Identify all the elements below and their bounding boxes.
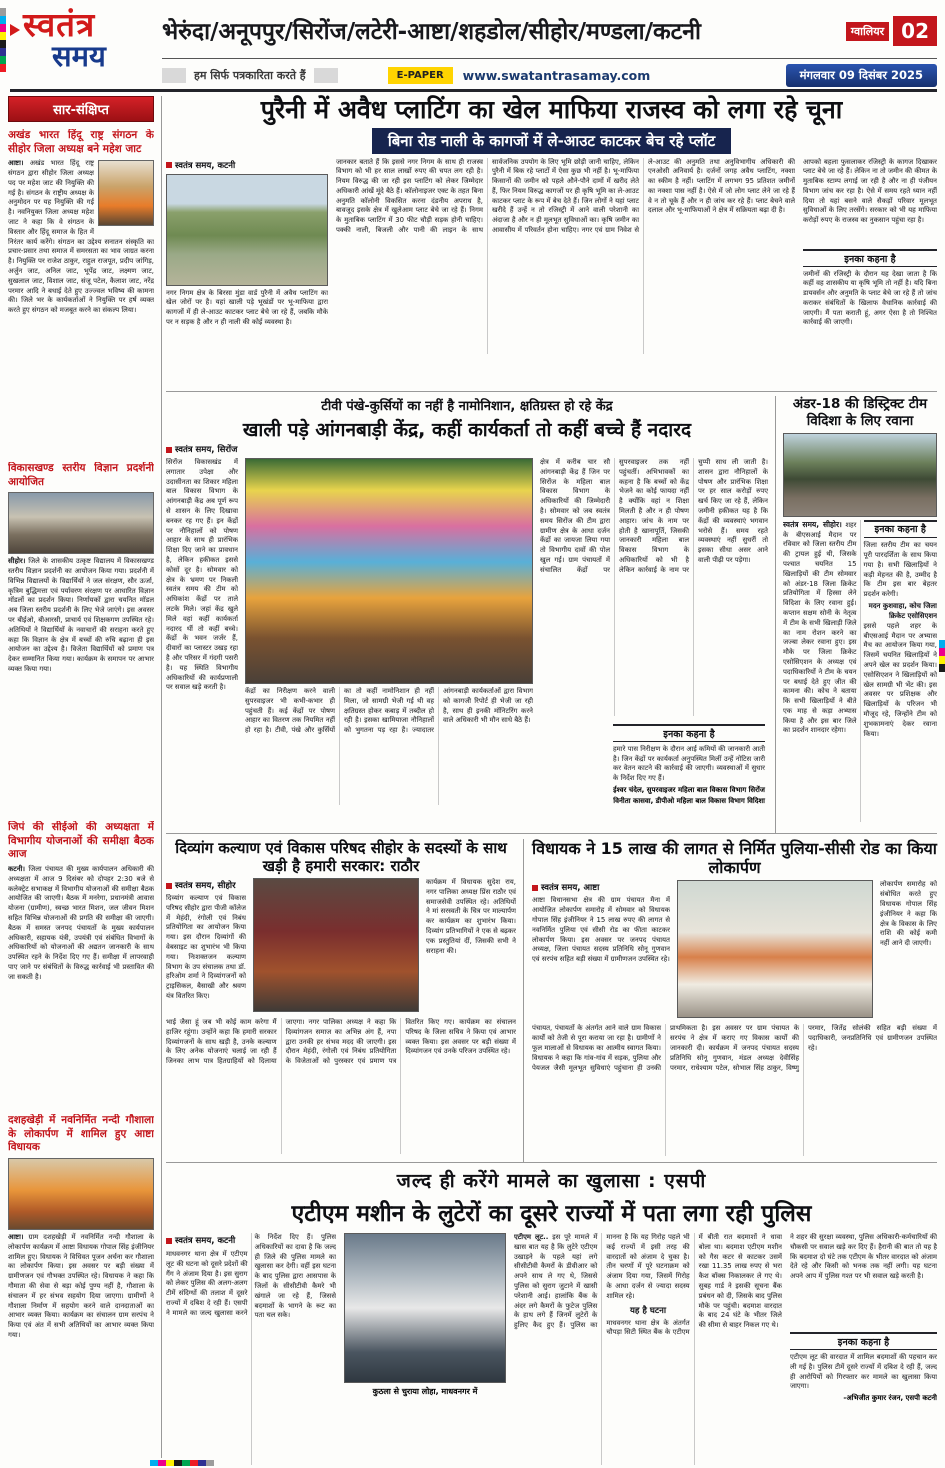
sidebar-story-science-expo	[8, 462, 154, 814]
story-text: शहर के बीएसआई मैदान पर रविवार को जिला स्तरीय टीम की ट्रायल हुई थी, जिसके पश्चात चयनित 15 खिलाड़ियों की टीम सोमवार को अंडर-18 जिला क्रिकेट प्रतियोगिता में हिस्सा लेने विदिशा के लिए रवाना हुई। कप्तान सक्षम सोनी के नेतृत्व में टीम के सभी खिलाड़ी जिले का नाम रोशन करने का जज्बा लेकर रवाना हुए। इस मौके पर जिला क्रिकेट एसोसिएशन के अध्यक्ष एवं पदाधिकारियों ने टीम के चयन पर बधाई देते हुए जीत की कामना की। कोच ने बताया कि सभी खिलाड़ियों ने बीते एक माह से कड़ा अभ्यास किया है और इस बार जिले का प्रदर्शन शानदार रहेगा।	[783, 520, 857, 735]
byline-text: स्वतंत्र समय, कटनी	[175, 1236, 236, 1246]
byline-text: स्वतंत्र समय, सिरोंज	[175, 445, 238, 455]
quote-column	[790, 1233, 937, 1465]
byline-bullet-icon	[166, 1238, 172, 1244]
story-text: इससे पहले शहर के बीएसआई मैदान पर अभ्यास मैच का आयोजन किया गया, जिसमें चयनित खिलाड़ियों ने अपने खेल का प्रदर्शन किया। एसोसिएशन ने खिलाड़ियों को खेल सामग्री भी भेंट की। इस अवसर पर प्रशिक्षक और खिलाड़ियों के परिजन भी मौजूद रहे, जिन्होंने टीम को शुभकामनाएं देकर रवाना किया।	[863, 621, 937, 738]
story-text: नगर निगम क्षेत्र के बिरसा मुंडा वार्ड पुरैनी में अवैध प्लाटिंग का खेल जोरों पर है। यहां खाली पड़े भूखंडों पर भू-माफिया द्वारा कागजों में ही ले-आउट काटकर प्लाट बेचे जा रहे हैं, जबकि मौके पर न सड़क है और न ही नाली की कोई व्यवस्था है।	[166, 288, 328, 326]
right-columns-text: क्षेत्र में करीब चार सौ आंगनबाड़ी केंद्र हैं जिन पर सिरोंज के महिला बाल विकास विभाग के अधिकारियों की जिम्मेदारी है। सोमवार को जब स्वतंत्र समय सिरोंज की टीम द्वारा ग्रामीण क्षेत्र के आधा दर्जन केंद्रों का जायजा लिया गया तो विभागीय दावों की पोल खुल गई। ग्राम पंचायतों में संचालित केंद्रों पर सुपरवाइजर तक नहीं पहुंचतीं। अभिभावकों का कहना है कि बच्चों को केंद्र भेजने का कोई फायदा नहीं है क्योंकि वहां न शिक्षा मिलती है और न ही पोषण आहार। जांच के नाम पर होती है खानापूर्ति, जिसकी जानकारी महिला बाल विकास विभाग के अधिकारियों को भी है लेकिन कार्रवाई के नाम पर चुप्पी साध ली जाती है। शासन द्वारा नौनिहालों के पोषण और प्रारंभिक शिक्षा पर हर साल करोड़ों रुपए खर्च किए जा रहे हैं, लेकिन जमीनी हकीकत यह है कि केंद्रों की व्यवस्थाएं भगवान भरोसे हैं। समय रहते व्यवस्थाएं नहीं सुधरीं तो इसका सीधा असर आने वाली पीढ़ी पर पड़ेगा।	[540, 458, 768, 574]
story-body	[8, 557, 154, 675]
story-content	[166, 1233, 937, 1465]
newspaper-logo	[10, 5, 158, 73]
story-text: दिव्यांग कल्याण एवं विकास परिषद सीहोर द्वारा पीजी कॉलेज में मेहंदी, रंगोली एवं निबंध प्रतियोगिता का आयोजन किया गया। इस दौरान दिव्यांगों की वेबसाइट का शुभारंभ भी किया गया। निःशक्तजन कल्याण विभाग के उप संचालक तथा डॉ. हरिओम शर्मा ने दिव्यांगजनों को ट्राइसिकल, बैसाखी और श्रवण यंत्र वितरित किए।	[166, 894, 246, 1000]
dateline: कटनी।	[8, 864, 25, 873]
story-content	[166, 878, 516, 1014]
quote-box-title: इनका कहना है	[613, 724, 765, 742]
story-text: इस पूरे मामले में खास बात यह है कि लुटेरे एटीएम उखाड़ने के पहले यहां लगे सीसीटीवी कैमरों के डीवीआर को अपने साथ ले गए थे, जिससे पुलिस को सुराग जुटाने में खासी परेशानी आई। हालांकि बैंक के अंदर लगे कैमरों के फुटेज पुलिस के हाथ लगे हैं जिनमें लुटेरों के हुलिए कैद हुए हैं। पुलिस का मानना है कि यह गिरोह पहले भी कई राज्यों में इसी तरह की वारदातों को अंजाम दे चुका है। तीन चरणों में पूरे घटनाक्रम को अंजाम दिया गया, जिसमें गिरोह के आधा दर्जन से ज्यादा सदस्य शामिल रहे।	[514, 1233, 690, 1330]
quote-attribution: मदन कुशवाहा, कोच जिला क्रिकेट एसोसिएशन	[868, 602, 937, 620]
story-body	[8, 865, 154, 983]
story-headline: खाली पड़े आंगनबाड़ी केंद्र, कहीं कार्यकर्ता तो कहीं बच्चे हैं नदारद	[242, 419, 692, 441]
dateline: आष्टा।	[8, 159, 24, 168]
news-briefs-sidebar	[8, 96, 162, 1458]
byline	[166, 444, 768, 455]
sp-statement-banner: जल्द ही करेंगे मामले का खुलासा : एसपी	[396, 1170, 707, 1192]
story-text: अखंड भारत हिंदू राष्ट्र संगठन द्वारा सीहोर जिला अध्यक्ष पद पर महेश जाट की नियुक्ति की गई है। संगठन के राष्ट्रीय अध्यक्ष के अनुमोदन पर यह नियुक्ति की गई है। नवनियुक्त जिला अध्यक्ष महेश जाट ने कहा कि वे संगठन के विस्तार और हिंदू समाज के हित में निरंतर कार्य करेंगे। संगठन का उद्देश्य सनातन संस्कृति का प्रचार-प्रसार तथा समाज में समरसता का भाव जाग्रत करना है। नियुक्ति पर राजेश ठाकुर, राहुल राजपूत, प्रदीप जांगिड़, अर्जुन जाट, अनिल जाट, भूपेंद्र जाट, लक्ष्मण जाट, सुखलाल जाट, विशाल जाट, संजू पटेल, कैलाश जाट, नरेंद्र परमार आदि ने बधाई देते हुए उज्ज्वल भविष्य की कामना की। जिले भर के कार्यकर्ताओं ने नियुक्ति पर हर्ष व्यक्त करते हुए संगठन को मजबूत करने का संकल्प लिया।	[8, 159, 154, 315]
quote-attribution: विनीता कासवा, डीपीओ महिला बाल विकास विभाग विदिशा	[613, 797, 765, 805]
registration-colorbar-left	[0, 8, 6, 72]
story-columns: जानकार बताते हैं कि इससे नगर निगम के साथ ही राजस्व विभाग को भी हर साल लाखों रुपए की चपत लग रही है। नियम विरुद्ध की जा रही इस प्लाटिंग को लेकर जिम्मेदार अधिकारी आंखें मूंदे बैठे हैं। कॉलोनाइजर एक्ट के तहत बिना अनुमति कॉलोनी विकसित करना दंडनीय अपराध है, बावजूद इसके क्षेत्र में खुलेआम प्लाट बेचे जा रहे हैं। निगम के मुताबिक प्लाटिंग में 30 फीट चौड़ी सड़क होनी चाहिए। पक्की नाली, बिजली और पानी की लाइन के साथ सार्वजनिक उपयोग के लिए भूमि छोड़ी जानी चाहिए, लेकिन पुरैनी में बिक रहे प्लाटों में ऐसा कुछ भी नहीं है। भू-माफिया किसानों की जमीन को पहले औने-पौने दामों में खरीद लेते हैं, फिर नियम विरुद्ध कागजों पर ही कृषि भूमि का ले-आउट काटकर प्लाट के रूप में बेच देते हैं। जिन लोगों ने यहां प्लाट खरीदे हैं उन्हें न तो रजिस्ट्री में आने वाली परेशानी का अंदाजा है और न ही मूलभूत सुविधाओं का। कृषि जमीन का आवासीय में परिवर्तन होना चाहिए। नगर एवं ग्राम निवेश से ले-आउट की अनुमति तथा अनुविभागीय अधिकारी की एनओसी अनिवार्य है। दर्जनों जगह अवैध प्लाटिंग, नक्शा का स्कीम है नहीं। प्लाटिंग में लगभग 95 प्रतिशत जमीनों का नक्शा पास नहीं है। ऐसे में जो लोग प्लाट लेने जा रहे हैं वे न तो चूके हैं और न ही जांच कर रहे हैं। प्लाट बेचने वाले दलाल और भू-माफियाओं ने क्षेत्र में सक्रियता बढ़ा दी है।	[336, 157, 795, 235]
sidebar-story-mahesh-jat	[8, 129, 154, 455]
story-headline: अखंड भारत हिंदू राष्ट्र संगठन के सीहोर जिला अध्यक्ष बने महेश जाट	[8, 129, 154, 155]
inauguration-photo	[677, 880, 873, 1018]
exhibition-photo	[8, 492, 154, 554]
story-headline: अंडर-18 की डिस्ट्रिक्ट टीम विदिशा के लिए रवाना	[792, 396, 928, 429]
quote-box-title: इनका कहना है	[864, 520, 938, 538]
story-anganwadi	[166, 396, 776, 833]
story-headline: दिव्यांग कल्याण एवं विकास परिषद सीहोर के सदस्यों के साथ खड़ी है हमारी सरकार: राठौर	[175, 839, 507, 875]
registration-colorbar-right	[939, 640, 945, 672]
story-headline: विकासखण्ड स्तरीय विज्ञान प्रदर्शनी आयोजित	[8, 462, 154, 488]
story-headline: जिपं की सीईओ की अध्यक्षता में विभागीय योजनाओं की समीक्षा बैठक आज	[8, 821, 154, 861]
website-link[interactable]: www.swatantrasamay.com	[462, 68, 651, 83]
quote-text: एटीएम लूट की वारदात में शामिल बदमाशों की पहचान कर ली गई है। पुलिस टीमें दूसरे राज्यों में दबिश दे रही हैं, जल्द ही आरोपियों को गिरफ्तार कर मामले का खुलासा किया जाएगा।	[790, 1353, 937, 1391]
quote-box-title: इनका कहना है	[790, 1332, 937, 1350]
edition-locations: भेरुंदा/अनूपपुर/सिरोंज/लटेरी-आष्टा/शहडोल/सीहोर/मण्डला/कटनी	[162, 19, 701, 45]
story-road-inauguration	[532, 839, 937, 1162]
subheadline-banner: बिना रोड नाली के कागजों में ले-आउट काटकर बेच रहे प्लॉट	[372, 128, 731, 154]
quote-text: हमारे पास निरीक्षण के दौरान आई कमियों की जानकारी आती है। जिन केंद्रों पर कार्यकर्ता अनुपस्थित मिलीं उन्हें नोटिस जारी कर वेतन काटने की कार्रवाई की जाएगी। व्यवस्थाओं में सुधार के निर्देश दिए गए हैं।	[613, 744, 765, 783]
byline-bullet-icon	[166, 447, 172, 453]
lead-columns	[166, 1233, 336, 1465]
quote-text: जिला स्तरीय टीम का चयन पूरी पारदर्शिता के साथ किया गया है। सभी खिलाड़ियों ने कड़ी मेहनत की है, उम्मीद है कि टीम इस बार बेहतर प्रदर्शन करेगी।	[863, 541, 937, 599]
team-photo	[783, 433, 937, 517]
story-content	[166, 458, 768, 810]
photo-caption: कुठला से चुराया लोहा, माधवनगर में	[372, 1387, 478, 1396]
story-content	[166, 158, 937, 354]
byline-text: स्वतंत्र समय, सीहोर	[175, 881, 236, 891]
story-body	[8, 1233, 154, 1341]
story-text: आष्टा विधानसभा क्षेत्र की ग्राम पंचायत मैना में आयोजित लोकार्पण समारोह में सोमवार को विधायक गोपाल सिंह इंजीनियर ने 15 लाख रुपए की लागत से नवनिर्मित पुलिया एवं सीसी रोड का फीता काटकर लोकार्पण किया। इस अवसर पर जनपद पंचायत अध्यक्ष, जिला पंचायत सदस्य प्रतिनिधि सोनू गुणवान एवं सरपंच सहित बड़ी संख्या में ग्रामीणजन उपस्थित रहे।	[532, 896, 670, 964]
photo-column	[344, 1233, 506, 1465]
subhead-ghatna: यह है घटना	[629, 1305, 667, 1316]
lead-column	[166, 158, 328, 354]
story-text: आपको बहला फुसलाकर रजिस्ट्री के कागज दिखाकर प्लाट बेचे जा रहे हैं। लेकिन ना तो जमीन की कीमत के मुताबिक स्टाम्प लगाई जा रही है और ना ही पंजीयन विभाग जांच कर रहा है। ऐसे में समय रहते ध्यान नहीं दिया तो यहां बसने वाले सैकड़ों परिवार मूलभूत सुविधाओं के लिए तरसेंगे। सरकार को भी यह माफिया करोड़ों रुपए के राजस्व का नुकसान पहुंचा रहा है।	[803, 157, 937, 225]
ghatna-text: माधवनगर थाना क्षेत्र के अंतर्गत चौपड़ा सिटी स्थित बैंक के एटीएम में बीती रात बदमाशों ने धावा बोला था। बदमाश एटीएम मशीन को गैस कटर से काटकर उसमें रखा 11.35 लाख रुपए से भरा कैश बॉक्स निकालकर ले गए थे। सुबह गार्ड ने इसकी सूचना बैंक प्रबंधन को दी, जिसके बाद पुलिस मौके पर पहुंची। बदमाश वारदात के बाद 24 घंटे के भीतर जिले की सीमा से बाहर निकल गए थे।	[606, 1233, 782, 1337]
masthead-subbar	[162, 58, 937, 88]
story-text: ग्राम दशहखेड़ी में नवनिर्मित नन्दी गौशाला के लोकार्पण कार्यक्रम में आष्टा विधायक गोपाल सिंह इंजीनियर शामिल हुए। विधायक ने विधिवत पूजन अर्चना कर गौशाला का लोकार्पण किया। इस अवसर पर बड़ी संख्या में ग्रामीणजन एवं गौभक्त उपस्थित रहे। विधायक ने कहा कि गौमाता की सेवा से बड़ा कोई पुण्य नहीं है, गौशाला के संचालन में हर संभव सहयोग दिया जाएगा। ग्रामीणों ने गौशाला निर्माण में सहयोग करने वाले दानदाताओं का आभार व्यक्त किया। कार्यक्रम का संचालन ग्राम सरपंच ने किया एवं अंत में सभी अतिथियों का आभार व्यक्त किया गया।	[8, 1232, 154, 1339]
right-column-text: लोकार्पण समारोह को संबोधित करते हुए विधायक गोपाल सिंह इंजीनियर ने कहा कि क्षेत्र के विकास के लिए राशि की कोई कमी नहीं आने दी जाएगी।	[880, 880, 937, 948]
masthead	[10, 6, 937, 92]
plot-site-photo	[166, 174, 328, 286]
byline-text: स्वतंत्र समय, कटनी	[175, 160, 236, 171]
edition-box	[846, 16, 937, 46]
below-text: भाई जैसा हूं जब भी कोई काम करेगा मैं हाजिर रहूंगा। उन्होंने कहा कि हमारी सरकार दिव्यांगजनों के साथ खड़ी है, उनके कल्याण के लिए अनेक योजनाएं चलाई जा रही हैं जिनका लाभ पात्र हितग्राहियों को दिलाया जाएगा। नगर पालिका अध्यक्ष ने कहा कि दिव्यांगजन समाज का अभिन्न अंग हैं, नपा द्वारा उनकी हर संभव मदद की जाएगी। इस दौरान मेहंदी, रंगोली एवं निबंध प्रतियोगिता के विजेताओं को पुरस्कार एवं प्रमाण पत्र वितरित किए गए। कार्यक्रम का संचालन परिषद के जिला सचिव ने किया एवं आभार व्यक्त किया। इस अवसर पर बड़ी संख्या में दिव्यांगजन एवं उनके परिजन उपस्थित रहे।	[166, 1018, 516, 1066]
byline	[166, 160, 328, 171]
byline-bullet-icon	[166, 883, 172, 889]
tagline: हम सिर्फ पत्रकारिता करते हैं	[162, 68, 338, 83]
event-photo	[253, 878, 419, 1012]
date-badge: मंगलवार 09 दिसंबर 2025	[786, 64, 937, 87]
logo-line2: समय	[52, 39, 106, 73]
byline	[532, 882, 670, 893]
left-column-text: सिरोंज विकासखंड में लगातार उपेक्षा और उदासीनता का शिकार महिला बाल विकास विभाग के आंगनबाड़ी केंद्र अब पूर्ण रूप से शासन के लिए दिखावा बनकर रह गए हैं। इन केंद्रों पर नौनिहालों को पोषण आहार के साथ ही प्रारंभिक शिक्षा दिए जाने का प्रावधान है, लेकिन हकीकत इससे कोसों दूर है। सोमवार को क्षेत्र के भ्रमण पर निकली स्वतंत्र समय की टीम को अधिकांश केंद्रों पर ताले लटके मिले। जहां केंद्र खुले मिले वहां कहीं कार्यकर्ता नदारद थीं तो कहीं बच्चे। केंद्रों के भवन जर्जर हैं, दीवारों का प्लास्टर उखड़ रहा है और परिसर में गंदगी पसरी है। यह स्थिति विभागीय अधिकारियों की कार्यप्रणाली पर सवाल खड़े करती है।	[166, 458, 238, 692]
byline-bullet-icon	[532, 885, 538, 891]
sidebar-story-gaushala	[8, 1114, 154, 1458]
middle-columns	[514, 1233, 782, 1465]
anganwadi-photo	[245, 458, 533, 684]
story-text: ने शहर की सुरक्षा व्यवस्था, पुलिस अधिकारी-कर्मचारियों की चौकसी पर सवाल खड़े कर दिए हैं। हैरानी की बात तो यह है कि बदमाश दो घंटे तक एटीएम के भीतर वारदात को अंजाम देते रहे और किसी को भनक तक नहीं लगी। यह घटना अपने आप में पुलिस गश्त पर भी सवाल खड़े करती है।	[790, 1233, 937, 1281]
inline-dateline: स्वतंत्र समय, सीहोर।	[783, 519, 842, 529]
byline	[166, 880, 246, 891]
right-column-text: कार्यक्रम में विधायक सुदेश राय, नगर पालिका अध्यक्ष प्रिंस राठौर एवं समाजसेवी उपस्थित रहे। अतिथियों ने मां सरस्वती के चित्र पर माल्यार्पण कर कार्यक्रम का शुभारंभ किया। दिव्यांग प्रतिभागियों ने एक से बढ़कर एक प्रस्तुतियां दीं, जिसकी सभी ने सराहना की।	[426, 878, 516, 955]
epaper-badge[interactable]: E-PAPER	[388, 67, 453, 84]
story-divyang-parishad	[166, 839, 524, 1162]
story-atm-robbery	[166, 1167, 937, 1460]
story-body	[8, 159, 154, 316]
atm-photo	[344, 1233, 506, 1383]
story-body	[783, 520, 937, 822]
subheadline-banner-wrap	[166, 128, 937, 154]
gaushala-photo	[8, 1158, 154, 1230]
left-column	[532, 880, 670, 1020]
quote-box	[610, 720, 768, 808]
dateline: सीहोर।	[8, 557, 26, 566]
quote-text: जमीनों की रजिस्ट्री के दौरान यह देखा जाता है कि कहीं वह शासकीय या कृषि भूमि तो नहीं है। यदि बिना डायवर्सन और अनुमति के प्लाट बेचे जा रहे हैं तो जांच कराकर संबंधितों के खिलाफ वैधानिक कार्रवाई की जाएगी। मैं पता कराती हूं, अगर ऐसा है तो निश्चित कार्रवाई की जाएगी।	[803, 269, 937, 327]
byline-bullet-icon	[166, 162, 172, 168]
edition-name: ग्वालियर	[846, 22, 889, 41]
dateline: आष्टा।	[8, 1232, 24, 1241]
byline-text: स्वतंत्र समय, आष्टा	[541, 883, 600, 894]
byline	[166, 1235, 248, 1247]
story-text: जिला पंचायत की मुख्य कार्यपालन अधिकारी की अध्यक्षता में आज 9 दिसंबर को दोपहर 2:30 बजे से कलेक्ट्रेट सभाकक्ष में विभागीय योजनाओं की समीक्षा बैठक आयोजित की जाएगी। बैठक में मनरेगा, प्रधानमंत्री आवास योजना (ग्रामीण), स्वच्छ भारत मिशन, जल जीवन मिशन सहित विभिन्न योजनाओं की प्रगति की समीक्षा की जाएगी। बैठक में समस्त जनपद पंचायतों के मुख्य कार्यपालन अधिकारी, सहायक यंत्री, उपयंत्री एवं संबंधित विभागों के अधिकारियों को योजनाओं की अद्यतन जानकारी के साथ उपस्थित रहने के निर्देश दिए गए हैं। समीक्षा में लापरवाही पाए जाने पर संबंधितों के विरुद्ध कार्रवाई भी प्रस्तावित की जा सकती है।	[8, 864, 154, 981]
story-headline: एटीएम मशीन के लुटेरों का दूसरे राज्यों में पता लगा रही पुलिस	[291, 1201, 812, 1227]
sidebar-title: सार-संक्षिप्त	[8, 96, 154, 122]
story-under18-team	[783, 396, 937, 833]
story-text: माधवनगर थाना क्षेत्र में एटीएम लूट की घटना को दूसरे प्रदेशों की गैंग ने अंजाम दिया है। इस सुराग को लेकर पुलिस की अलग-अलग टीमें संदिग्धों की तलाश में दूसरे राज्यों में दबिश दे रही हैं। एसपी ने मामले का जल्द खुलासा करने के निर्देश दिए हैं। पुलिस अधिकारियों का दावा है कि जल्द ही जिले की पुलिस मामले का खुलासा कर देगी। वहीं इस घटना के बाद पुलिस द्वारा आसपास के जिलों के सीसीटीवी कैमरे भी खंगाले जा रहे हैं, जिससे बदमाशों के भागने के रूट का पता चल सके।	[166, 1233, 336, 1320]
logo-line1: स्वतंत्र	[10, 8, 158, 41]
quote-column	[803, 158, 937, 354]
photo-column	[245, 458, 533, 810]
story-text: जिले के शासकीय उत्कृष्ट विद्यालय में विकासखण्ड स्तरीय विज्ञान प्रदर्शनी का आयोजन किया गया। प्रदर्शनी में विभिन्न विद्यालयों के विद्यार्थियों ने जल संरक्षण, सौर ऊर्जा, कृत्रिम बुद्धिमत्ता एवं पर्यावरण संरक्षण पर आधारित विज्ञान मॉडलों का प्रदर्शन किया। निर्णायकों द्वारा चयनित मॉडल अब जिला स्तरीय प्रदर्शनी के लिए भेजे जाएंगे। इस अवसर पर बीईओ, बीआरसी, प्राचार्य एवं शिक्षकगण उपस्थित रहे। अतिथियों ने विद्यार्थियों के नवाचारों की सराहना करते हुए कहा कि विज्ञान के क्षेत्र में बच्चों की रुचि बढ़ाना ही इस आयोजन का उद्देश्य है। विजेता विद्यार्थियों को प्रमाण पत्र देकर सम्मानित किया गया। कार्यक्रम के समापन पर आभार व्यक्त किया गया।	[8, 557, 154, 674]
quote-attribution: -अभिजीत कुमार रंजन, एसपी कटनी	[843, 1394, 937, 1403]
row-anganwadi-under18	[166, 396, 937, 834]
quote-attribution: ईश्वर चंदेल, सुपरवाइजर महिला बाल विकास विभाग सिरोंज	[613, 786, 765, 794]
below-text: पंचायत, पंचायतों के अंतर्गत आने वाले ग्राम विकास कार्यों को तेजी से पूरा कराया जा रहा है। ग्रामीणों ने फूल मालाओं से विधायक का आत्मीय स्वागत किया। विधायक ने कहा कि गांव-गांव में सड़क, पुलिया और पेयजल जैसी मूलभूत सुविधाएं पहुंचाना ही उनकी प्राथमिकता है। इस अवसर पर ग्राम पंचायत के सरपंच ने क्षेत्र में कराए गए विकास कार्यों की जानकारी दी। कार्यक्रम में जनपद पंचायत सदस्य प्रतिनिधि सोनू गुणवान, मंडल अध्यक्ष देवीसिंह परमार, राधेश्याम पटेल, सोभाल सिंह ठाकुर, विष्णु परमार, जितेंद्र सोलंकी सहित बड़ी संख्या में पदाधिकारी, जनप्रतिनिधि एवं ग्रामीणजन उपस्थित रहे।	[532, 1024, 937, 1072]
story-headline: विधायक ने 15 लाख की लागत से निर्मित पुलिया-सीसी रोड का किया लोकार्पण	[532, 839, 937, 878]
page-number: 02	[893, 16, 937, 46]
row-divyang-vidhayak	[166, 839, 937, 1163]
portrait-photo	[98, 160, 154, 226]
story-content	[532, 880, 937, 1020]
story-headline: दशहखेड़ी में नवनिर्मित नन्दी गौशाला के लोकार्पण में शामिल हुए आष्टा विधायक	[8, 1114, 154, 1154]
lead-in: एटीएम लूट..	[514, 1233, 549, 1241]
kicker: टीवी पंखे-कुर्सियों का नहीं है नामोनिशान, क्षतिग्रस्त हो रहे केंद्र	[321, 399, 613, 414]
quote-box-title: इनका कहना है	[803, 249, 937, 267]
left-column	[166, 878, 246, 1014]
story-headline: पुरैनी में अवैध प्लाटिंग का खेल माफिया राजस्व को लगा रहे चूना	[260, 95, 843, 124]
below-photo-text: केंद्रों का निरीक्षण करने वाली सुपरवाइजर भी कभी-कभार ही पहुंचती हैं। कई केंद्रों पर पोषण आहार का वितरण तक नियमित नहीं हो रहा है। टीवी, पंखे और कुर्सियों का तो कहीं नामोनिशान ही नहीं मिला, जो सामग्री भेजी गई थी वह क्षतिग्रस्त होकर कबाड़ में तब्दील हो रही है। इसका खामियाजा नौनिहालों को भुगतना पड़ रहा है। ज्यादातर आंगनबाड़ी कार्यकर्ताओं द्वारा विभाग को कागजी रिपोर्ट ही भेजी जा रही है, साथ ही इनकी मॉनिटरिंग करने वाले अधिकारी भी मौन साधे बैठे हैं।	[245, 687, 533, 735]
sidebar-story-review-meeting	[8, 821, 154, 1107]
story-illegal-plotting	[166, 96, 937, 392]
